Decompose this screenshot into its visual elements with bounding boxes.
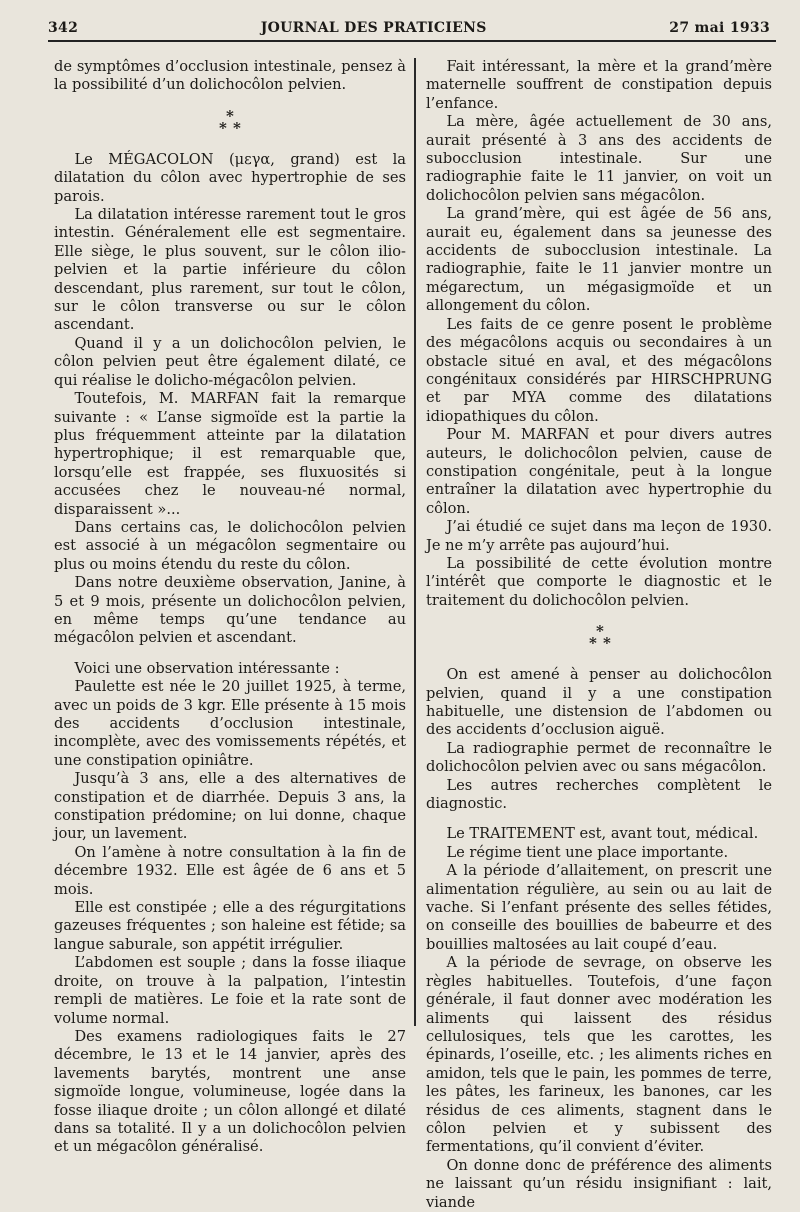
asterism-star: *: [226, 106, 234, 125]
page-header: [48, 16, 770, 40]
asterism-star: *: [233, 118, 241, 137]
paragraph: Dans certains cas, le dolichocôlon pelvien est associé à un mégacôlon segmentaire ou plus ou moins étendu du reste du côlon.: [54, 518, 406, 573]
paragraph: Quand il y a un dolichocôlon pelvien, le côlon pelvien peut être également dilaté, ce qui réalise le dolicho-mégacôlon pelvien.: [54, 334, 406, 389]
paragraph: On donne donc de préférence des aliments ne laissant qu’un résidu insignifiant : lait, viande: [426, 1156, 772, 1211]
paragraph: A la période d’allaitement, on prescrit une alimentation régulière, au sein ou au lait de vache. Si l’enfant présente des selles fétides, on conseille des bouillies de babeurre et des bouillies maltosées au lait coupé d’eau.: [426, 862, 772, 953]
paragraph: Fait intéressant, la mère et la grand’mère maternelle souffrent de constipation depuis l’enfance.: [426, 58, 772, 112]
paragraph: Pour M. MARFAN et pour divers autres auteurs, le dolichocôlon pelvien, cause de constipation congénitale, peut à la longue entraîner la dilatation avec hypertrophie du côlon.: [426, 426, 772, 517]
paragraph: La grand’mère, qui est âgée de 56 ans, aurait eu, également dans sa jeunesse des accidents de subocclusion intestinale. La radiographie, faite le 11 janvier montre un mégarectum, un mégasigmoïde et un allongement du côlon.: [426, 205, 772, 315]
asterism-star: *: [219, 118, 227, 137]
issue-date: 27 mai 1933: [669, 20, 770, 36]
header-rule: [48, 40, 776, 42]
paragraph: Les autres recherches complètent le diagnostic.: [426, 776, 772, 813]
paragraph: La radiographie permet de reconnaître le dolichocôlon pelvien avec ou sans mégacôlon.: [426, 739, 772, 776]
asterism-star: *: [589, 634, 597, 653]
paragraph: L’abdomen est souple ; dans la fosse iliaque droite, on trouve à la palpation, l’intestin rempli de matières. Le foie et la rate sont de volume normal.: [54, 954, 406, 1027]
asterism-star: *: [603, 634, 611, 653]
left-column: [54, 58, 406, 1157]
paragraph: Paulette est née le 20 juillet 1925, à terme, avec un poids de 3 kgr. Elle présente à 15 mois des accidents d’occlusion intestinale, incomplète, avec des vomissements répétés, et une constipation opiniâtre.: [54, 678, 406, 769]
paragraph: Les faits de ce genre posent le problème des mégacôlons acquis ou secondaires à un obstacle situé en aval, et des mégacôlons congénitaux considérés par HIRSCHPRUNG et par MYA comme des dilatations idiopathiques du côlon.: [426, 315, 772, 425]
paragraph: Toutefois, M. MARFAN fait la remarque suivante : « L’anse sigmoïde est la partie la plus fréquemment atteinte par la dilatation hypertrophique; il est remarquable que, lorsqu’elle est frappée, ses fluxuosités si accusées chez le nouveau-né normal, disparaissent »...: [54, 390, 406, 518]
paragraph: Le régime tient une place importante.: [446, 843, 729, 861]
paragraph: Dans notre deuxième observation, Janine, à 5 et 9 mois, présente un dolichocôlon pelvien, en même temps qu’une tendance au mégacôlon pelvien et ascendant.: [54, 574, 406, 647]
paragraph: La possibilité de cette évolution montre l’intérêt que comporte le diagnostic et le traitement du dolichocôlon pelvien.: [426, 554, 772, 609]
paragraph: Le TRAITEMENT est, avant tout, médical.: [446, 825, 759, 843]
asterism-separator: [54, 105, 406, 143]
paragraph: A la période de sevrage, on observe les règles habituelles. Toutefois, d’une façon générale, il faut donner avec modération les aliments qui laissent des résidus cellulosiques, tels que les carottes, les épinards, l’oseille, etc. ; les aliments riches en amidon, tels que le pain, les pommes de terre, les pâtes, les farineux, les banones, car les résidus de ces aliments, stagnent dans le côlon pelvien et y subissent des fermentations, qu’il convient d’éviter.: [426, 954, 772, 1156]
column-divider: [414, 58, 416, 1026]
paragraph: J’ai étudié ce sujet dans ma leçon de 1930. Je ne m’y arrête pas aujourd’hui.: [426, 518, 772, 554]
right-column: [426, 58, 772, 1212]
asterism-star: *: [596, 622, 604, 641]
page-number: 342: [48, 20, 79, 36]
paragraph: La dilatation intéresse rarement tout le gros intestin. Généralement elle est segmentaire. Elle siège, le plus souvent, sur le côlon ilio-pelvien et la partie inférieure du côlon descendant, plus rarement, sur tout le côlon, sur le côlon transverse ou sur le côlon ascendant.: [54, 206, 406, 334]
asterism-separator: [426, 620, 772, 658]
journal-title: JOURNAL DES PRATICIENS: [260, 20, 487, 36]
paragraph: de symptômes d’occlusion intestinale, pensez à la possibilité d’un dolichocôlon pelvien.: [54, 58, 406, 94]
paragraph: Elle est constipée ; elle a des régurgitations gazeuses fréquentes ; son haleine est fétide; sa langue saburale, son appétit irrégulier.: [54, 899, 406, 953]
paragraph: Jusqu’à 3 ans, elle a des alternatives de constipation et de diarrhée. Depuis 3 ans, la constipation prédomine; on lui donne, chaque jour, un lavement.: [54, 770, 406, 843]
paragraph: Le MÉGACOLON (μεγα, grand) est la dilatation du côlon avec hypertrophie de ses parois.: [54, 150, 406, 205]
paragraph: Des examens radiologiques faits le 27 décembre, le 13 et le 14 janvier, après des lavements barytés, montrent une anse sigmoïde longue, volumineuse, logée dans la fosse iliaque droite ; un côlon allongé et dilaté dans sa totalité. Il y a un dolichocôlon pelvien et un mégacôlon généralisé.: [54, 1027, 406, 1156]
paragraph: On est amené à penser au dolichocôlon pelvien, quand il y a une constipation habituelle, une distension de l’abdomen ou des accidents d’occlusion aiguë.: [426, 666, 772, 739]
paragraph: Voici une observation intéressante :: [74, 659, 340, 677]
paragraph: On l’amène à notre consultation à la fin de décembre 1932. Elle est âgée de 6 ans et 5 mois.: [54, 843, 406, 898]
paragraph: La mère, âgée actuellement de 30 ans, aurait présenté à 3 ans des accidents de subocclusion intestinale. Sur une radiographie faite le 11 janvier, on voit un dolichocôlon pelvien sans mégacôlon.: [426, 113, 772, 204]
